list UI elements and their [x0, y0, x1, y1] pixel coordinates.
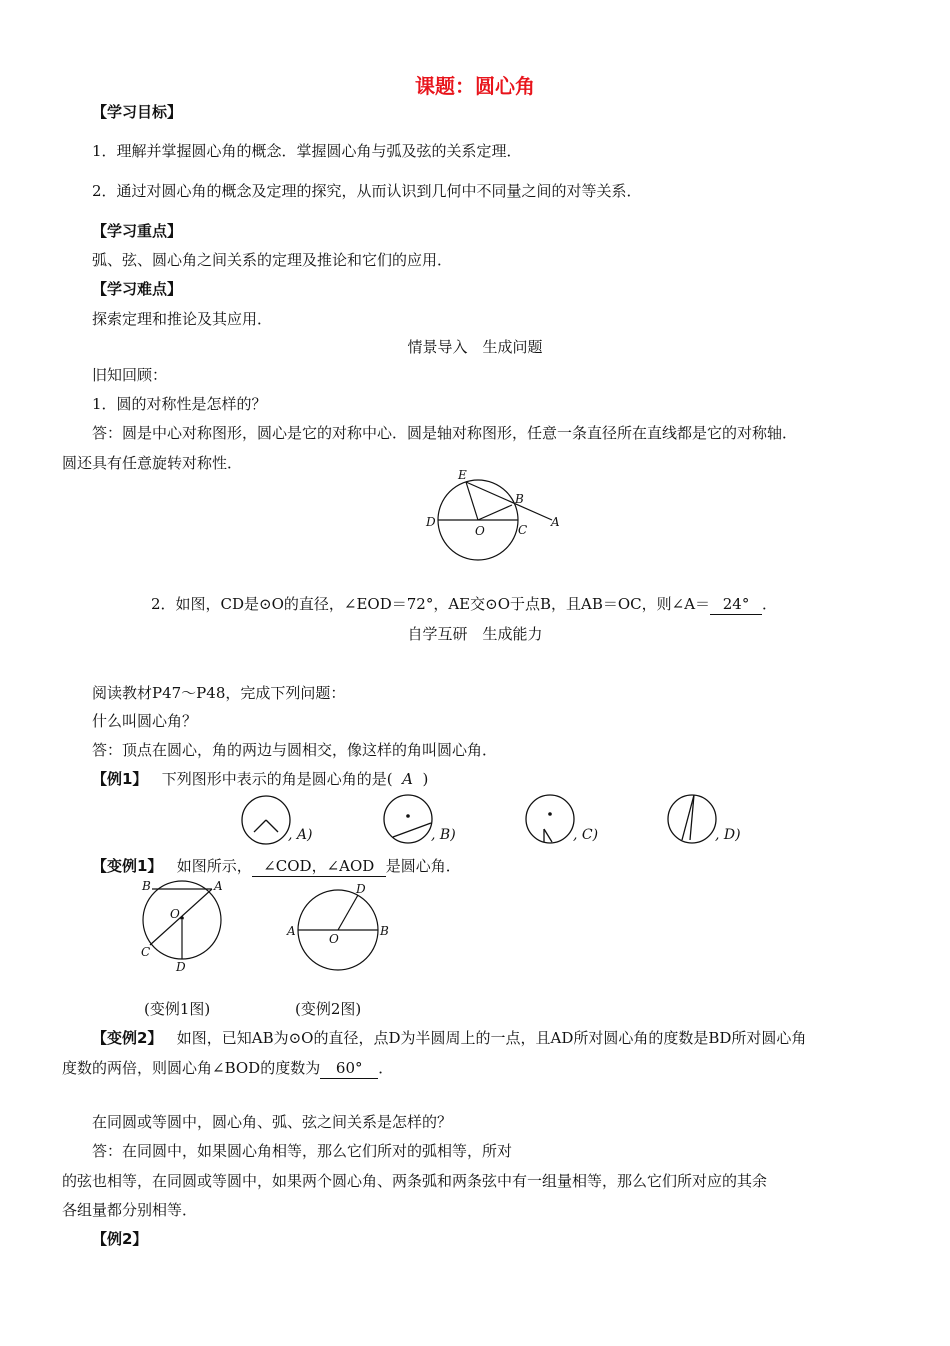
- difficulty-text: 探索定理和推论及其应用．: [92, 310, 273, 328]
- v1-label-o: O: [170, 907, 180, 921]
- variant-2-text-2: 度数的两倍，则圆心角∠BOD的度数为: [62, 1059, 321, 1077]
- v1-label-a: A: [214, 879, 223, 893]
- v1-label-c: C: [141, 945, 151, 959]
- v2-label-o: O: [329, 932, 339, 946]
- variant-2-text: 如图，已知AB为⊙O的直径，点D为半圆周上的一点，且AD所对圆心角的度数是BD所对圆心角: [176, 1029, 807, 1047]
- definition-answer: 答：顶点在圆心，角的两边与圆相交，像这样的角叫圆心角．: [92, 741, 498, 759]
- section-heading-intro: 情景导入 生成问题: [407, 338, 543, 356]
- variant-2-line-1: [92, 1028, 806, 1048]
- option-b-figure: [380, 792, 438, 848]
- label-e: E: [458, 468, 467, 482]
- option-c-figure: [522, 792, 580, 848]
- variant-2-end: ．: [378, 1059, 394, 1077]
- question-1: 1．圆的对称性是怎样的？: [92, 395, 267, 413]
- key-heading: 【学习重点】: [92, 222, 183, 240]
- variant-1-text: 如图所示，: [176, 857, 252, 875]
- variant-2-heading: 【变例2】: [92, 1029, 163, 1047]
- example-1-text: 下列图形中表示的角是圆心角的是(: [161, 770, 393, 788]
- caption-variant-2: (变例2图): [295, 1000, 362, 1018]
- variant-1-end: 是圆心角．: [385, 857, 461, 875]
- example-2-heading: 【例2】: [92, 1230, 148, 1248]
- example-1-close: ): [422, 770, 429, 788]
- variant-2-line-2: [62, 1058, 393, 1079]
- section-heading-study: 自学互研 生成能力: [407, 625, 543, 643]
- answer-1-line-1: 答：圆是中心对称图形，圆心是它的对称中心．圆是轴对称图形，任意一条直径所在直线都是它的对称轴．: [92, 424, 798, 442]
- relation-question: 在同圆或等圆中，圆心角、弧、弦之间关系是怎样的？: [92, 1113, 453, 1131]
- option-b-label: , B): [431, 827, 456, 843]
- v2-label-a: A: [287, 924, 296, 938]
- definition-question: 什么叫圆心角？: [92, 712, 198, 730]
- page-title: 课题：圆心角: [415, 74, 535, 98]
- example-1-answer: A: [402, 770, 413, 788]
- relation-answer-1: 答：在同圆中，如果圆心角相等，那么它们所对的弧相等，所对: [92, 1142, 513, 1160]
- label-a: A: [551, 515, 560, 529]
- variant-1-answer: ∠COD，∠AOD: [252, 856, 386, 877]
- v2-label-d: D: [356, 882, 366, 896]
- example-1-heading: 【例1】: [92, 770, 148, 788]
- goal-2: 2．通过对圆心角的概念及定理的探究，从而认识到几何中不同量之间的对等关系．: [92, 182, 642, 200]
- difficulty-heading: 【学习难点】: [92, 280, 183, 298]
- label-d: D: [426, 515, 436, 529]
- v2-label-b: B: [380, 924, 389, 938]
- variant-1-heading: 【变例1】: [92, 857, 163, 875]
- label-o: O: [475, 524, 485, 538]
- label-b: B: [515, 492, 524, 506]
- relation-answer-3: 各组量都分别相等．: [62, 1201, 198, 1219]
- question-2-end: ．: [762, 595, 778, 613]
- goal-1: 1．理解并掌握圆心角的概念．掌握圆心角与弧及弦的关系定理．: [92, 142, 522, 160]
- question-2: [151, 594, 777, 615]
- caption-variant-1: (变例1图): [144, 1000, 211, 1018]
- circle-figure-1: [420, 468, 570, 568]
- variant-1-figure: [134, 874, 234, 974]
- key-text: 弧、弦、圆心角之间关系的定理及推论和它们的应用．: [92, 251, 453, 269]
- variant-2-figure: [282, 880, 394, 972]
- goals-heading: 【学习目标】: [92, 103, 183, 121]
- variant-2-answer: 60°: [320, 1058, 378, 1079]
- question-2-text: 2．如图，CD是⊙O的直径，∠EOD＝72°，AE交⊙O于点B，且AB＝OC，则∠A＝: [151, 595, 711, 613]
- v1-label-b: B: [142, 879, 151, 893]
- review-label: 旧知回顾：: [92, 366, 168, 384]
- reading-instruction: 阅读教材P47～P48，完成下列问题：: [92, 684, 346, 702]
- label-c: C: [518, 523, 528, 537]
- answer-1-line-2: 圆还具有任意旋转对称性．: [62, 454, 243, 472]
- option-c-label: , C): [573, 827, 599, 843]
- relation-answer-2: 的弦也相等，在同圆或等圆中，如果两个圆心角、两条弧和两条弦中有一组量相等，那么它们所对应的其余: [62, 1172, 768, 1190]
- example-1: [92, 769, 428, 789]
- option-d-label: , D): [715, 827, 741, 843]
- answer-blank: 24°: [710, 594, 762, 615]
- option-d-figure: [664, 792, 722, 848]
- option-a-label: , A): [288, 827, 313, 843]
- v1-label-d: D: [176, 960, 186, 974]
